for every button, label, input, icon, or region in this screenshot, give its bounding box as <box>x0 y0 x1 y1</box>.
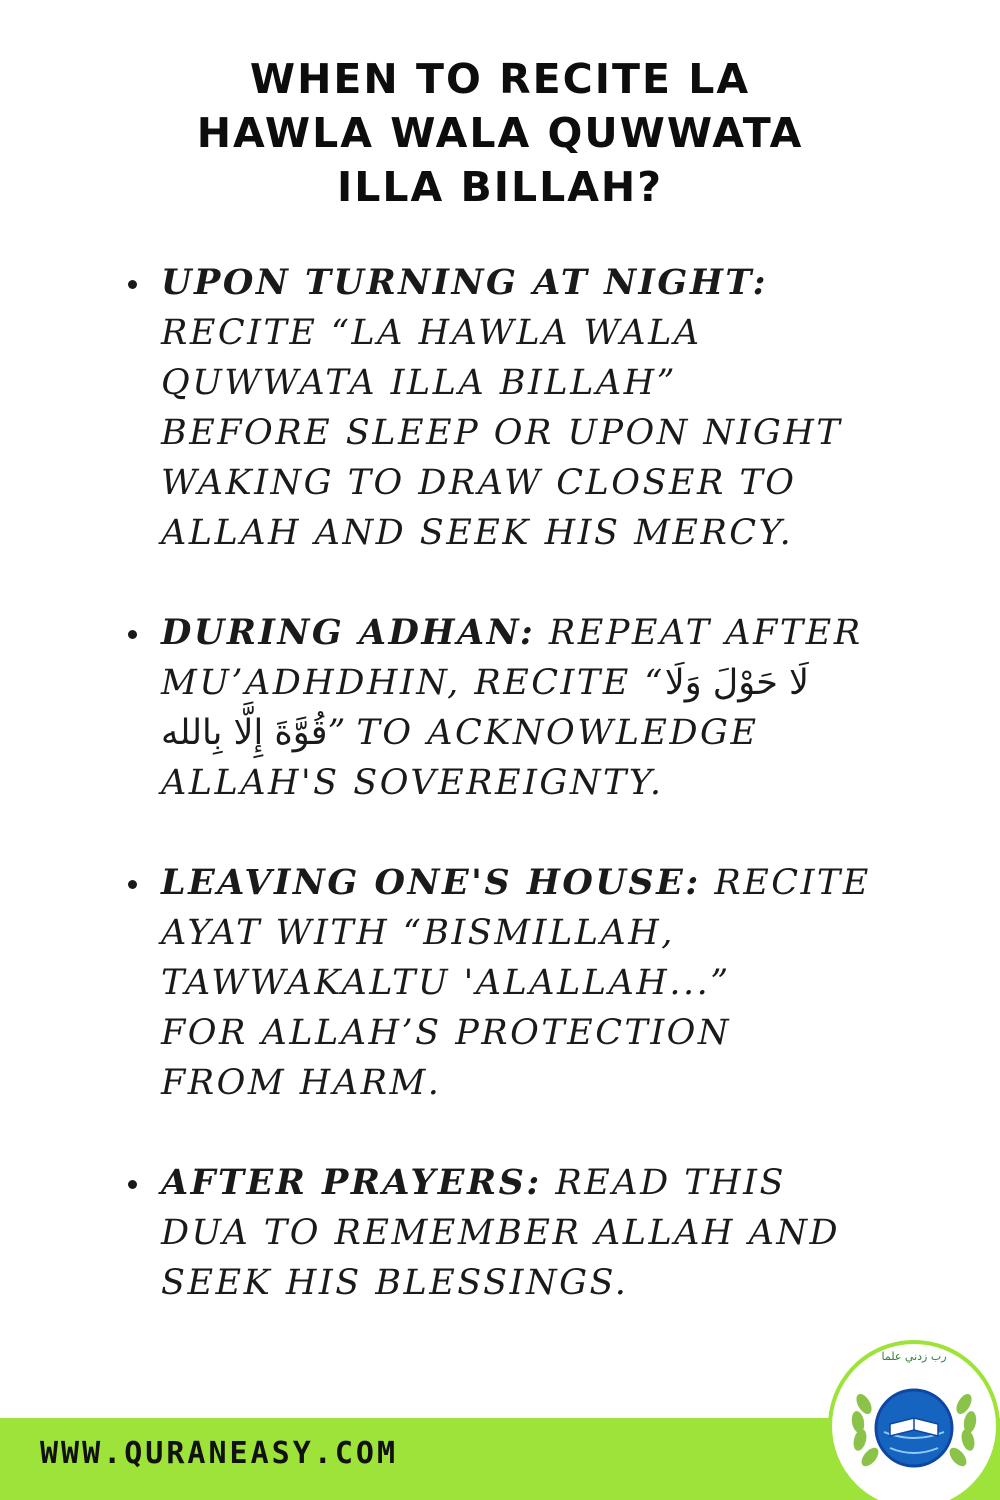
item-line: WAKING TO DRAW CLOSER TO <box>161 463 797 503</box>
item-text: REPEAT AFTER <box>535 613 863 653</box>
item-line <box>128 858 908 908</box>
item-line: TAWWAKALTU 'ALALLAH...” <box>161 963 731 1003</box>
item-line: FROM HARM. <box>161 1063 442 1103</box>
arabic-text: قُوَّةَ إِلَّا بِالله <box>161 713 328 753</box>
item-line: QUWWATA ILLA BILLAH” <box>161 363 678 403</box>
item-line: SEEK HIS BLESSINGS. <box>161 1263 629 1303</box>
list-item-adhan <box>128 608 908 808</box>
item-line: BEFORE SLEEP OR UPON NIGHT <box>161 413 843 453</box>
item-text: RECITE <box>700 863 871 903</box>
website-link[interactable]: WWW.QURANEASY.COM <box>40 1436 399 1471</box>
item-line: DUA TO REMEMBER ALLAH AND <box>161 1213 841 1253</box>
item-line: ALLAH'S SOVEREIGNTY. <box>161 763 664 803</box>
item-line: AYAT WITH “BISMILLAH, <box>161 913 675 953</box>
logo <box>828 1340 1000 1500</box>
arabic-text: لَا حَوْلَ وَلَا <box>664 663 810 703</box>
bullet-icon <box>128 880 137 889</box>
item-label: UPON TURNING AT NIGHT: <box>161 262 769 303</box>
bullet-icon <box>128 630 137 639</box>
title-line-1: WHEN TO RECITE LA <box>249 55 751 103</box>
list-item-house <box>128 858 908 1108</box>
item-line <box>128 708 908 758</box>
item-text: ” TO ACKNOWLEDGE <box>327 713 759 753</box>
logo-arabic: رب زدني علما <box>881 1350 947 1363</box>
item-line: RECITE “LA HAWLA WALA <box>161 313 702 353</box>
item-text: MU’ADHDHIN, RECITE “ <box>161 663 665 703</box>
item-line: ALLAH AND SEEK HIS MERCY. <box>161 513 794 553</box>
title-line-3: ILLA BILLAH? <box>336 163 664 211</box>
item-label: AFTER PRAYERS: <box>161 1162 542 1203</box>
list-item-night <box>128 258 908 558</box>
item-line <box>128 1158 908 1208</box>
item-line <box>128 658 908 708</box>
item-line <box>128 258 908 308</box>
item-label: LEAVING ONE'S HOUSE: <box>161 862 701 903</box>
bullet-icon <box>128 1180 137 1189</box>
item-line <box>128 608 908 658</box>
title-line-2: HAWLA WALA QUWWATA <box>196 109 804 157</box>
bullet-icon <box>128 280 137 289</box>
item-text: READ THIS <box>541 1163 786 1203</box>
list-item-prayers <box>128 1158 908 1308</box>
item-label: DURING ADHAN: <box>161 612 536 653</box>
item-line: FOR ALLAH’S PROTECTION <box>161 1013 732 1053</box>
page-title <box>60 52 940 214</box>
